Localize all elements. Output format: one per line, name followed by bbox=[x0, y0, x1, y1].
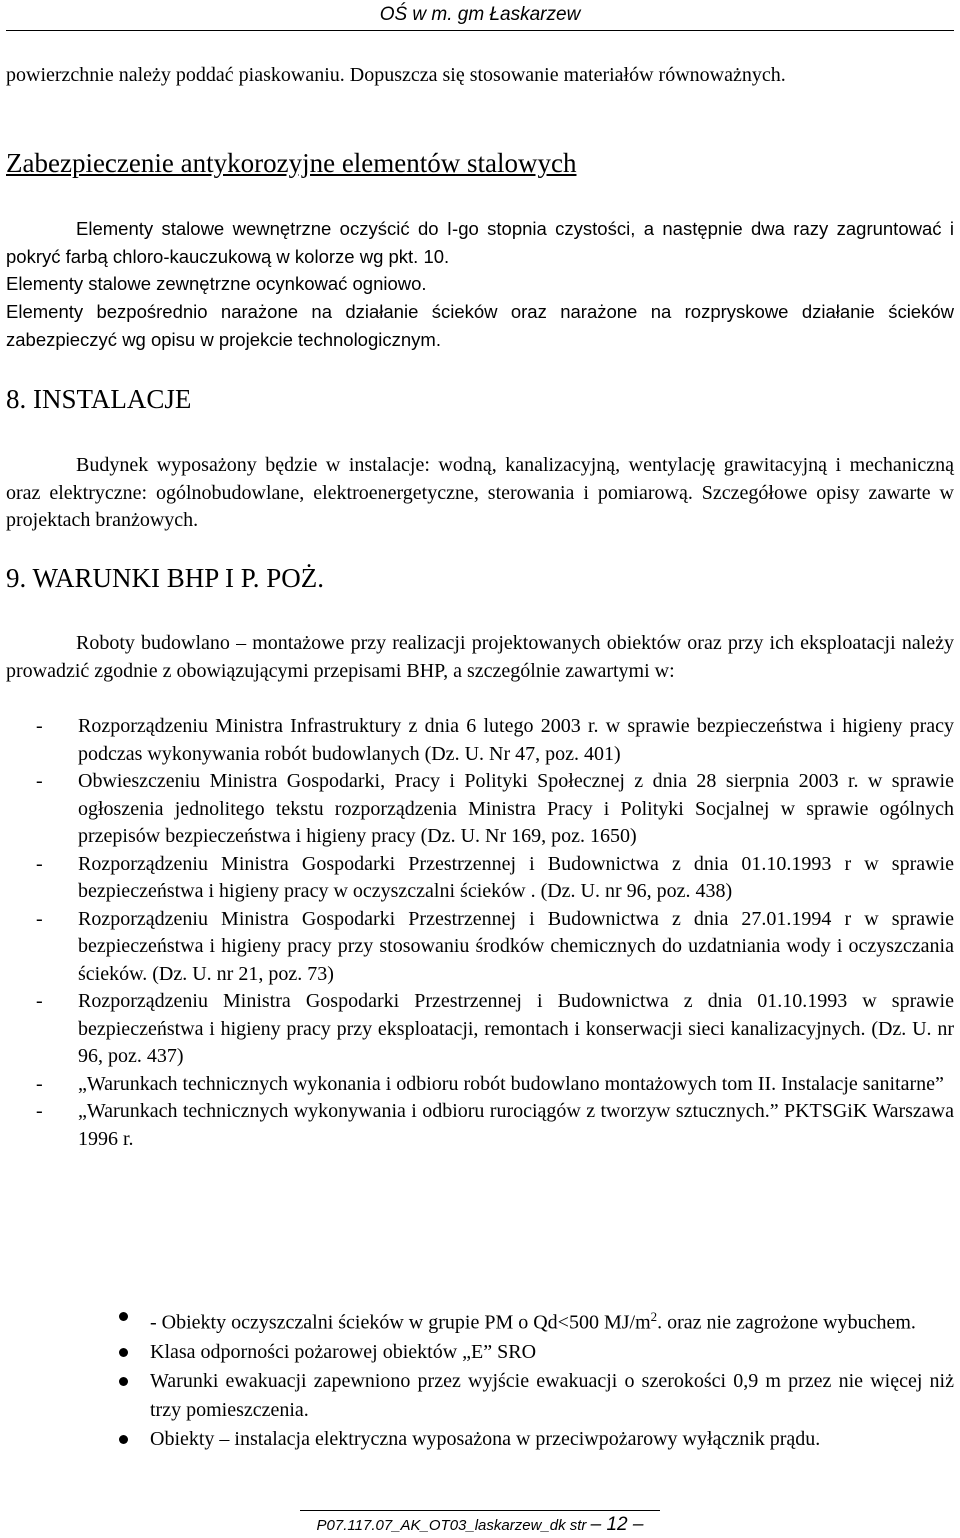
list-dash: - bbox=[36, 1100, 43, 1122]
bullet-icon bbox=[119, 1312, 128, 1321]
anticorrosion-paragraph-3: Elementy bezpośrednio narażone na działanie ścieków oraz narażone na rozpryskowe działanie ścieków zabezpieczyć wg opisu w projekcie technologicznym. bbox=[6, 301, 954, 350]
page-header: OŚ w m. gm Łaskarzew bbox=[379, 4, 581, 25]
bullet-icon bbox=[119, 1348, 128, 1357]
page-footer bbox=[0, 1514, 960, 1536]
header-rule bbox=[6, 30, 954, 31]
list-dash: - bbox=[36, 990, 43, 1012]
section-8-paragraph: Budynek wyposażony będzie w instalacje: wodną, kanalizacyjną, wentylację grawitacyjną i mechaniczną oraz elektryczne: ogólnobudowlane, elektroenergetyczne, sterowania i pomiarową. Szczegółowe opisy zawarte w projektach branżowych. bbox=[6, 454, 954, 531]
fire-safety-item: - Obiekty oczyszczalni ścieków w grupie PM o Qd<500 $MJ/m^2$. oraz nie zagrożone wybuchem. bbox=[6, 1302, 954, 1338]
regulation-item: - „Warunkach technicznych wykonania i odbioru robót budowlano montażowych tom II. Instalacje sanitarne” bbox=[6, 1071, 954, 1099]
intro-paragraph: powierzchnie należy poddać piaskowaniu. Dopuszcza się stosowanie materiałów równoważnych. bbox=[6, 64, 786, 86]
fire-safety-item: Warunki ewakuacji zapewniono przez wyjście ewakuacji o szerokości 0,9 m przez nie więcej niż trzy pomieszczenia. bbox=[6, 1367, 954, 1425]
regulation-item: - „Warunkach technicznych wykonywania i odbioru rurociągów z tworzyw sztucznych.” PKTSGiK Warszawa 1996 r. bbox=[36, 1100, 954, 1150]
regulation-item: - Rozporządzeniu Ministra Gospodarki Przestrzennej i Budownictwa z dnia 01.10.1993 w sprawie bezpieczeństwa i higieny pracy przy eksploatacji, remontach i konserwacji sieci kanalizacyjnych. (Dz. U. nr 96, poz. 437) bbox=[36, 990, 954, 1067]
list-dash: - bbox=[36, 1072, 43, 1095]
fire-safety-list bbox=[6, 1302, 954, 1454]
section-9-heading: 9. WARUNKI BHP I P. POŻ. bbox=[6, 563, 325, 593]
page-number: – 12 – bbox=[590, 1514, 644, 1535]
regulation-item: - Rozporządzeniu Ministra Infrastruktury z dnia 6 lutego 2003 r. w sprawie bezpieczeństwa i higieny pracy podczas wykonywania robót budowlanych (Dz. U. Nr 47, poz. 401) bbox=[36, 715, 954, 765]
anticorrosion-paragraph-1: Elementy stalowe wewnętrzne oczyścić do I-go stopnia czystości, a następnie dwa razy zagruntować i pokryć farbą chloro-kauczukową w kolorze wg pkt. 10. bbox=[6, 218, 954, 267]
fire-safety-item: Obiekty – instalacja elektryczna wyposażona w przeciwpożarowy wyłącznik prądu. bbox=[6, 1425, 954, 1454]
regulation-item: - Rozporządzeniu Ministra Gospodarki Przestrzennej i Budownictwa z dnia 01.10.1993 r w sprawie bezpieczeństwa i higieny pracy w oczyszczalni ścieków . (Dz. U. nr 96, poz. 438) bbox=[36, 852, 954, 902]
list-dash: - bbox=[36, 715, 43, 737]
regulation-item: - Rozporządzeniu Ministra Gospodarki Przestrzennej i Budownictwa z dnia 27.01.1994 r w sprawie bezpieczeństwa i higieny pracy przy stosowaniu środków chemicznych do uzdatniania wody i oczyszczania ścieków. (Dz. U. nr 21, poz. 73) bbox=[36, 907, 954, 985]
fire-safety-item: Klasa odporności pożarowej obiektów „E” SRO bbox=[6, 1338, 954, 1367]
list-dash: - bbox=[36, 770, 43, 792]
regulation-item: - Obwieszczeniu Ministra Gospodarki, Pracy i Polityki Społecznej z dnia 28 sierpnia 2003 r. w sprawie ogłoszenia jednolitego tekstu rozporządzenia Ministra Pracy i Polityki Socjalnej w sprawie ogólnych przepisów bezpieczeństwa i higieny pracy (Dz. U. Nr 169, poz. 1650) bbox=[36, 770, 954, 847]
anticorrosion-heading: Zabezpieczenie antykorozyjne elementów stalowych bbox=[6, 148, 577, 178]
list-dash: - bbox=[36, 852, 43, 875]
footer-rule bbox=[300, 1510, 660, 1511]
section-9-paragraph: Roboty budowlano – montażowe przy realizacji projektowanych obiektów oraz przy ich eksploatacji należy prowadzić zgodnie z obowiązującymi przepisami BHP, a szczególnie zawartymi w: bbox=[6, 632, 954, 682]
anticorrosion-paragraph-2: Elementy stalowe zewnętrzne ocynkować ogniowo. bbox=[6, 273, 427, 294]
footer-doc-id: P07.117.07_AK_OT03_laskarzew_dk str bbox=[316, 1517, 587, 1534]
section-8-heading: 8. INSTALACJE bbox=[6, 384, 192, 414]
bullet-icon bbox=[119, 1377, 128, 1386]
list-dash: - bbox=[36, 907, 43, 930]
regulations-list bbox=[6, 713, 954, 1153]
bullet-icon bbox=[119, 1435, 128, 1444]
